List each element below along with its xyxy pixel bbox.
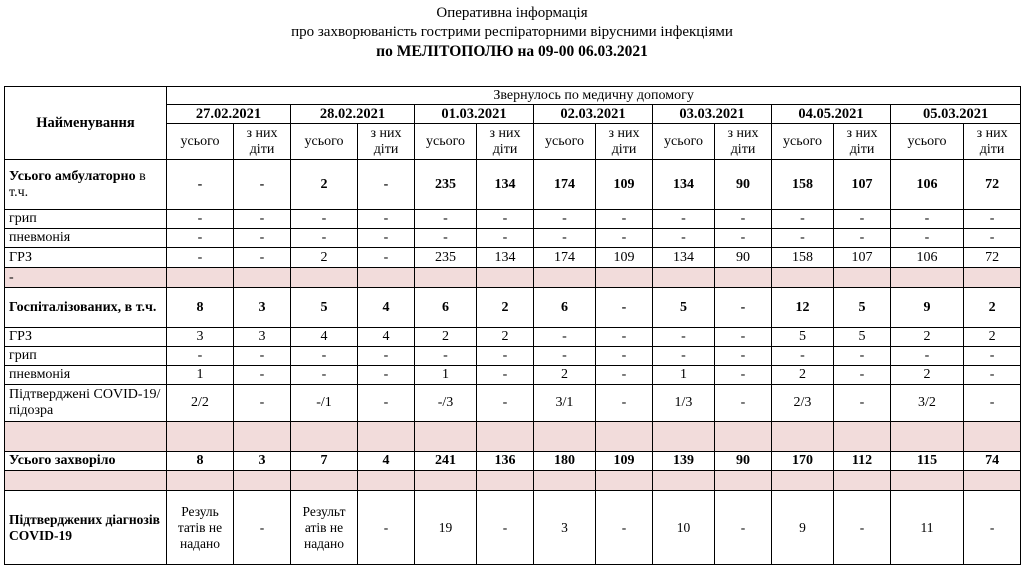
table-cell: 5: [834, 328, 891, 347]
table-cell: -: [596, 229, 653, 248]
table-cell: 2: [772, 366, 834, 385]
table-row: [5, 328, 1021, 347]
table-cell: -: [715, 328, 772, 347]
table-cell: -: [834, 366, 891, 385]
row-label: -: [5, 268, 167, 288]
table-cell: 3/2: [891, 385, 964, 422]
table-cell: 2: [477, 288, 534, 328]
table-cell: 109: [596, 248, 653, 268]
row-label: ГРЗ: [5, 328, 167, 347]
table-cell: 2: [415, 328, 477, 347]
table-cell: 90: [715, 248, 772, 268]
table-row: [5, 210, 1021, 229]
table-cell: -: [234, 347, 291, 366]
table-row: [5, 366, 1021, 385]
table-cell: [772, 471, 834, 491]
table-row: [5, 347, 1021, 366]
subheader-children: з них діти: [964, 124, 1021, 160]
row-label: Підтверджених діагнозів COVID-19: [5, 491, 167, 565]
table-cell: -: [715, 366, 772, 385]
table-cell: -: [653, 328, 715, 347]
table-cell: -: [596, 366, 653, 385]
table-cell: -: [964, 366, 1021, 385]
row-label: Усього захворіло: [5, 452, 167, 471]
table-cell: -: [358, 229, 415, 248]
table-cell: [477, 268, 534, 288]
table-cell: 8: [167, 288, 234, 328]
table-cell: 3/1: [534, 385, 596, 422]
table-cell: [167, 422, 234, 452]
table-cell: -: [653, 229, 715, 248]
table-cell: 90: [715, 452, 772, 471]
table-cell: [715, 422, 772, 452]
table-cell: -: [653, 347, 715, 366]
header-row-group: [5, 87, 1021, 105]
row-label: [5, 160, 167, 210]
table-cell: 3: [167, 328, 234, 347]
subheader-total: усього: [891, 124, 964, 160]
table-cell: -: [415, 229, 477, 248]
table-cell: 72: [964, 160, 1021, 210]
table-cell: 1: [653, 366, 715, 385]
subheader-total: усього: [653, 124, 715, 160]
table-cell: -: [834, 210, 891, 229]
table-cell: -: [772, 229, 834, 248]
table-cell: [964, 422, 1021, 452]
table-cell: 90: [715, 160, 772, 210]
subheader-total: усього: [534, 124, 596, 160]
table-cell: [534, 268, 596, 288]
table-cell: -: [534, 347, 596, 366]
table-cell: -: [596, 385, 653, 422]
table-cell: 2: [291, 248, 358, 268]
table-cell: 2: [891, 328, 964, 347]
table-cell: -: [834, 491, 891, 565]
report-title: Оперативна інформація: [436, 5, 588, 21]
table-cell: 174: [534, 160, 596, 210]
row-label-suffix: в т.ч.: [9, 168, 146, 200]
table-cell: 180: [534, 452, 596, 471]
date-header: 03.03.2021: [653, 105, 772, 124]
table-cell: 5: [772, 328, 834, 347]
table-cell: 74: [964, 452, 1021, 471]
table-cell: 109: [596, 452, 653, 471]
table-cell: 158: [772, 248, 834, 268]
table-cell: -: [415, 347, 477, 366]
row-label: грип: [5, 210, 167, 229]
table-cell: 139: [653, 452, 715, 471]
table-cell: -: [964, 229, 1021, 248]
table-cell: 235: [415, 248, 477, 268]
date-header: 01.03.2021: [415, 105, 534, 124]
table-cell: -: [234, 385, 291, 422]
table-cell: -: [358, 347, 415, 366]
table-cell: -: [234, 491, 291, 565]
table-cell: 115: [891, 452, 964, 471]
table-cell: [834, 422, 891, 452]
table-cell: 134: [477, 248, 534, 268]
table-cell: 158: [772, 160, 834, 210]
table-row: [5, 229, 1021, 248]
row-label: [5, 422, 167, 452]
table-cell: -: [964, 347, 1021, 366]
table-cell: -: [596, 347, 653, 366]
table-cell: 106: [891, 248, 964, 268]
table-cell: 9: [772, 491, 834, 565]
table-cell: -: [477, 491, 534, 565]
table-cell: [415, 471, 477, 491]
table-cell: -: [291, 210, 358, 229]
table-cell: [234, 471, 291, 491]
table-cell: [358, 422, 415, 452]
table-cell: 2: [534, 366, 596, 385]
table-cell: -: [715, 347, 772, 366]
table-cell: [715, 268, 772, 288]
table-cell: -: [291, 347, 358, 366]
table-cell: 2/2: [167, 385, 234, 422]
table-cell: [772, 422, 834, 452]
table-cell: 107: [834, 160, 891, 210]
table-cell: 1: [415, 366, 477, 385]
table-cell: -: [477, 347, 534, 366]
table-cell: [167, 471, 234, 491]
table-cell: 3: [234, 328, 291, 347]
table-cell: [534, 471, 596, 491]
group-header: Звернулось по медичну допомогу: [167, 87, 1021, 105]
table-cell: 235: [415, 160, 477, 210]
table-cell: -: [834, 229, 891, 248]
table-cell: 241: [415, 452, 477, 471]
table-cell: -: [772, 347, 834, 366]
table-row: [5, 491, 1021, 565]
date-header: 02.03.2021: [534, 105, 653, 124]
table-cell: -: [358, 385, 415, 422]
table-cell: 9: [891, 288, 964, 328]
table-row: [5, 452, 1021, 471]
table-cell: -: [596, 491, 653, 565]
table-cell: 4: [358, 288, 415, 328]
table-cell: 134: [653, 248, 715, 268]
table-cell: -: [715, 229, 772, 248]
table-cell: [477, 422, 534, 452]
row-label: Підтверджені COVID-19/підозра: [5, 385, 167, 422]
table-cell: -: [167, 229, 234, 248]
table-cell: [415, 268, 477, 288]
row-label: пневмонія: [5, 229, 167, 248]
table-cell: -/1: [291, 385, 358, 422]
row-label: грип: [5, 347, 167, 366]
table-cell: [358, 268, 415, 288]
row-label: Госпіталізованих, в т.ч.: [5, 288, 167, 328]
table-cell: -: [596, 210, 653, 229]
table-cell: [653, 268, 715, 288]
table-cell: -: [477, 385, 534, 422]
table-cell: -: [596, 328, 653, 347]
table-cell: 2: [477, 328, 534, 347]
table-cell: [534, 422, 596, 452]
table-cell: [964, 471, 1021, 491]
table-cell: -: [291, 229, 358, 248]
table-cell: 106: [891, 160, 964, 210]
table-cell: -: [834, 385, 891, 422]
table-cell: -: [534, 229, 596, 248]
table-row: [5, 471, 1021, 491]
table-cell: -/3: [415, 385, 477, 422]
table-cell: -: [891, 229, 964, 248]
table-cell: -: [891, 347, 964, 366]
table-cell: -: [964, 491, 1021, 565]
table-cell: Резуль татів не надано: [167, 491, 234, 565]
table-cell: 7: [291, 452, 358, 471]
table-cell: 4: [358, 328, 415, 347]
table-cell: -: [358, 210, 415, 229]
table-row: [5, 248, 1021, 268]
table-cell: -: [477, 366, 534, 385]
row-label: ГРЗ: [5, 248, 167, 268]
table-cell: 2: [291, 160, 358, 210]
table-cell: -: [964, 210, 1021, 229]
table-cell: 1/3: [653, 385, 715, 422]
subheader-total: усього: [291, 124, 358, 160]
table-cell: 5: [834, 288, 891, 328]
table-cell: [596, 268, 653, 288]
table-cell: [291, 471, 358, 491]
table-cell: [964, 268, 1021, 288]
table-cell: [415, 422, 477, 452]
table-cell: 6: [415, 288, 477, 328]
table-cell: -: [291, 366, 358, 385]
table-cell: -: [596, 288, 653, 328]
table-cell: 3: [234, 452, 291, 471]
subheader-total: усього: [772, 124, 834, 160]
table-row: [5, 385, 1021, 422]
table-cell: 134: [477, 160, 534, 210]
table-cell: 4: [291, 328, 358, 347]
report-city-date: по МЕЛІТОПОЛЮ на 09-00 06.03.2021: [376, 43, 648, 60]
table-cell: [167, 268, 234, 288]
table-cell: [596, 422, 653, 452]
table-cell: -: [358, 366, 415, 385]
table-cell: -: [358, 491, 415, 565]
table-cell: 2: [891, 366, 964, 385]
table-cell: [358, 471, 415, 491]
table-cell: -: [167, 347, 234, 366]
table-cell: -: [653, 210, 715, 229]
table-cell: -: [234, 366, 291, 385]
table-cell: [596, 471, 653, 491]
report-subtitle: про захворюваність гострими респіраторними вірусними інфекціями: [291, 24, 733, 40]
table-cell: -: [358, 248, 415, 268]
table-cell: 12: [772, 288, 834, 328]
table-cell: 2: [964, 328, 1021, 347]
table-cell: 3: [234, 288, 291, 328]
table-cell: -: [415, 210, 477, 229]
table-cell: -: [477, 229, 534, 248]
date-header: 04.05.2021: [772, 105, 891, 124]
table-cell: -: [534, 328, 596, 347]
table-cell: -: [167, 160, 234, 210]
table-cell: -: [167, 248, 234, 268]
table-row: [5, 422, 1021, 452]
table-cell: 11: [891, 491, 964, 565]
table-cell: [291, 422, 358, 452]
table-cell: [234, 268, 291, 288]
table-cell: 134: [653, 160, 715, 210]
table-cell: 2: [964, 288, 1021, 328]
table-cell: 72: [964, 248, 1021, 268]
table-cell: [234, 422, 291, 452]
table-cell: 107: [834, 248, 891, 268]
row-label-main: Усього амбулаторно: [9, 168, 136, 184]
table-cell: -: [715, 385, 772, 422]
table-row: [5, 268, 1021, 288]
row-label: [5, 471, 167, 491]
table-cell: 112: [834, 452, 891, 471]
table-cell: [715, 471, 772, 491]
table-cell: -: [167, 210, 234, 229]
subheader-children: з них діти: [358, 124, 415, 160]
table-row: [5, 288, 1021, 328]
table-cell: 5: [653, 288, 715, 328]
table-cell: -: [234, 229, 291, 248]
subheader-children: з них діти: [477, 124, 534, 160]
table-cell: Результ атів не надано: [291, 491, 358, 565]
table-cell: 170: [772, 452, 834, 471]
table-cell: [834, 268, 891, 288]
table-cell: -: [715, 491, 772, 565]
table-cell: -: [715, 210, 772, 229]
subheader-children: з них діти: [596, 124, 653, 160]
table-cell: 109: [596, 160, 653, 210]
name-column-header: Найменування: [5, 87, 167, 160]
date-header: 05.03.2021: [891, 105, 1021, 124]
table-cell: -: [358, 160, 415, 210]
table-cell: -: [834, 347, 891, 366]
table-cell: -: [715, 288, 772, 328]
table-cell: 10: [653, 491, 715, 565]
subheader-children: з них діти: [834, 124, 891, 160]
table-cell: 19: [415, 491, 477, 565]
subheader-total: усього: [415, 124, 477, 160]
table-cell: [891, 422, 964, 452]
table-cell: [653, 471, 715, 491]
table-cell: -: [234, 160, 291, 210]
table-cell: 136: [477, 452, 534, 471]
table-cell: 8: [167, 452, 234, 471]
table-cell: 2/3: [772, 385, 834, 422]
table-cell: -: [891, 210, 964, 229]
table-cell: 6: [534, 288, 596, 328]
subheader-children: з них діти: [715, 124, 772, 160]
morbidity-table: [4, 86, 1021, 565]
table-cell: [653, 422, 715, 452]
table-cell: 3: [534, 491, 596, 565]
table-cell: -: [964, 385, 1021, 422]
table-cell: -: [477, 210, 534, 229]
table-cell: [291, 268, 358, 288]
table-cell: [891, 471, 964, 491]
subheader-total: усього: [167, 124, 234, 160]
table-cell: 4: [358, 452, 415, 471]
table-cell: -: [234, 248, 291, 268]
table-row: [5, 160, 1021, 210]
date-header: 27.02.2021: [167, 105, 291, 124]
table-cell: 5: [291, 288, 358, 328]
table-cell: 1: [167, 366, 234, 385]
date-header: 28.02.2021: [291, 105, 415, 124]
row-label: пневмонія: [5, 366, 167, 385]
table-cell: -: [772, 210, 834, 229]
table-cell: [891, 268, 964, 288]
subheader-children: з них діти: [234, 124, 291, 160]
report-header: [0, 0, 1024, 61]
table-cell: [834, 471, 891, 491]
table-cell: -: [534, 210, 596, 229]
table-cell: [772, 268, 834, 288]
table-cell: 174: [534, 248, 596, 268]
table-cell: -: [234, 210, 291, 229]
table-cell: [477, 471, 534, 491]
